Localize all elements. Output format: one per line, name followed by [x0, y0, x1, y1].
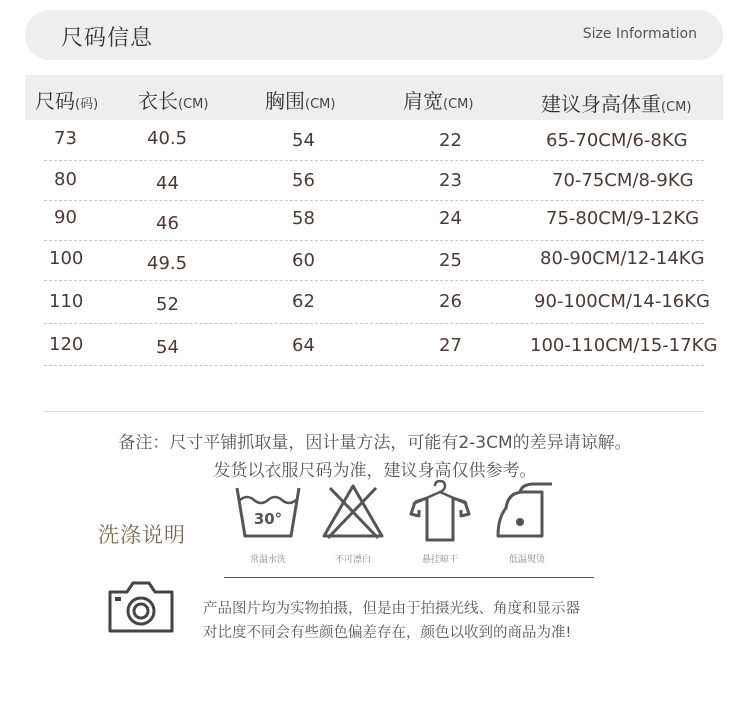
- section-title: 尺码信息: [61, 26, 154, 51]
- cell-chest: 56: [292, 170, 315, 191]
- cell-size: 90: [54, 207, 77, 228]
- wash-label-low-iron: 低温熨烫: [508, 555, 545, 565]
- wash-title: 洗涤说明: [98, 523, 186, 547]
- note-line-1: 备注：尺寸平铺抓取量，因计量方法，可能有2-3CM的差异请谅解。: [118, 433, 632, 453]
- column-header-chest: 胸围(CM): [265, 89, 336, 113]
- low-iron-icon: [492, 480, 562, 542]
- cell-shoulder: 22: [439, 130, 462, 151]
- cell-shoulder: 25: [439, 250, 462, 271]
- cell-chest: 58: [292, 208, 315, 229]
- table-row: [44, 323, 718, 366]
- cell-length: 52: [156, 294, 179, 315]
- no-bleach-icon: [318, 480, 388, 542]
- cell-length: 44: [156, 173, 179, 194]
- note-line-2: 发货以衣服尺码为准，建议身高仅供参考。: [213, 461, 537, 481]
- wash-label-normal-temp: 常温水洗: [249, 555, 286, 565]
- cell-size: 80: [54, 169, 77, 190]
- size-table-header: [25, 75, 723, 120]
- camera-icon: [107, 580, 175, 634]
- disclaimer-line-1: 产品图片均为实物拍摄，但是由于拍摄光线、角度和显示器: [203, 601, 580, 617]
- cell-length: 40.5: [147, 128, 188, 149]
- wash-label-hang-dry: 悬挂晾干: [421, 555, 458, 565]
- column-header-size: 尺码(码): [35, 89, 99, 113]
- cell-height-weight: 90-100CM/14-16KG: [534, 291, 710, 312]
- cell-length: 49.5: [147, 253, 188, 274]
- cell-height-weight: 65-70CM/6-8KG: [546, 130, 688, 151]
- cell-chest: 64: [292, 335, 315, 356]
- wash-divider: [224, 577, 594, 578]
- table-row: [44, 120, 704, 161]
- cell-height-weight: 70-75CM/8-9KG: [552, 170, 694, 191]
- cell-size: 100: [49, 248, 84, 269]
- cell-shoulder: 23: [439, 170, 462, 191]
- disclaimer-line-2: 对比度不同会有些颜色偏差存在，颜色以收到的商品为准!: [203, 625, 572, 641]
- table-row: [44, 200, 704, 241]
- column-header-length: 衣长(CM): [138, 89, 209, 113]
- cell-chest: 60: [292, 250, 315, 271]
- cell-length: 46: [156, 213, 179, 234]
- section-subtitle: Size Information: [582, 26, 697, 42]
- divider: [44, 411, 704, 412]
- section-header: [25, 10, 723, 60]
- wash-label-no-bleach: 不可漂白: [334, 555, 371, 565]
- cell-chest: 54: [292, 130, 315, 151]
- wash-30-icon: [233, 480, 303, 542]
- cell-size: 110: [49, 291, 84, 312]
- cell-height-weight: 75-80CM/9-12KG: [546, 208, 700, 229]
- cell-shoulder: 27: [439, 335, 462, 356]
- cell-height-weight: 100-110CM/15-17KG: [530, 335, 718, 356]
- table-row: [44, 280, 710, 324]
- cell-size: 73: [54, 128, 77, 149]
- hang-dry-icon: [405, 480, 475, 542]
- cell-height-weight: 80-90CM/12-14KG: [540, 248, 705, 269]
- cell-length: 54: [156, 337, 179, 358]
- column-header-height-weight: 建议身高体重(CM): [541, 92, 692, 116]
- cell-size: 120: [49, 334, 84, 355]
- column-header-shoulder: 肩宽(CM): [403, 89, 474, 113]
- table-row: [44, 240, 704, 281]
- cell-chest: 62: [292, 291, 315, 312]
- cell-shoulder: 26: [439, 291, 462, 312]
- table-row: [44, 160, 704, 201]
- cell-shoulder: 24: [439, 208, 462, 229]
- wash-temperature: 30°: [253, 510, 283, 528]
